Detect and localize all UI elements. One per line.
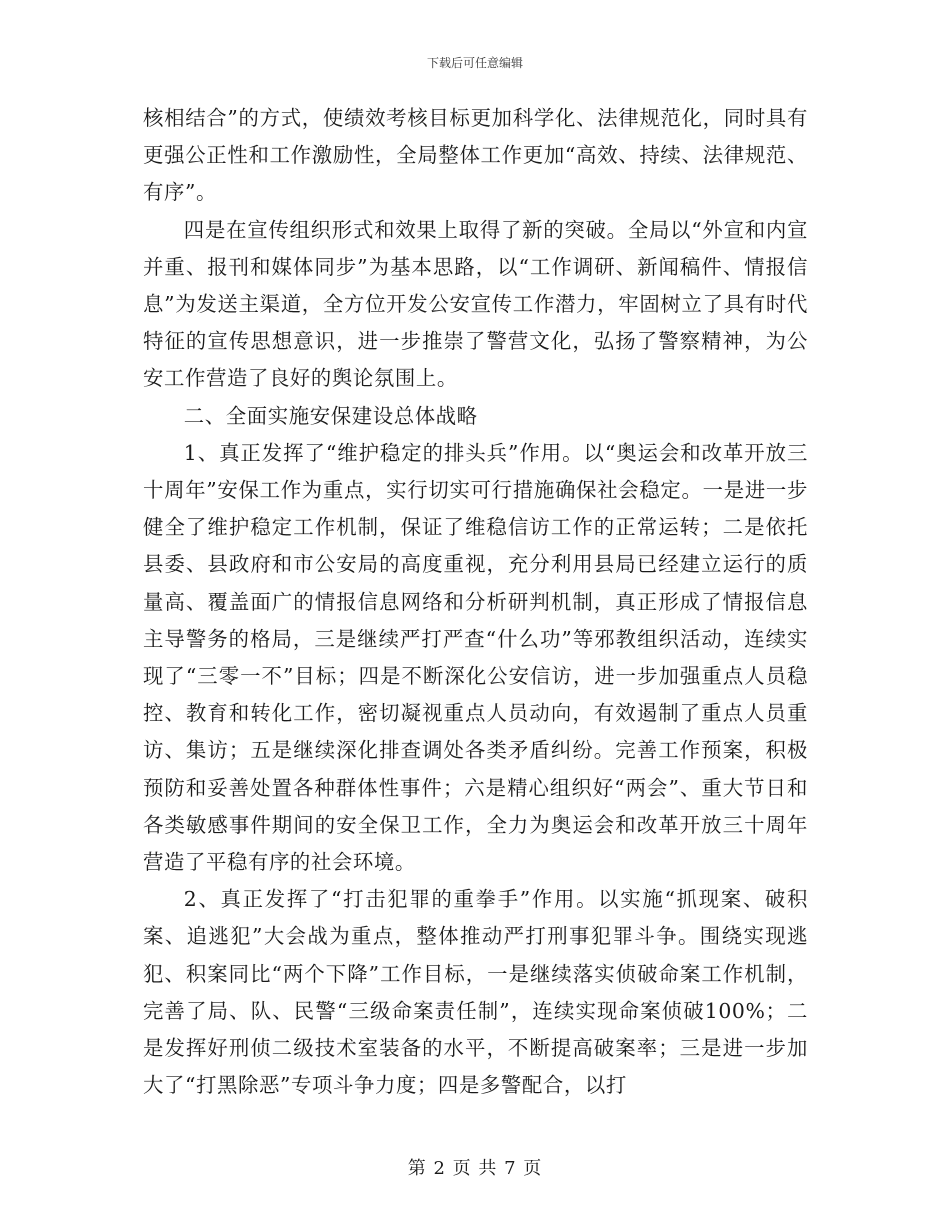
paragraph-4: 2、真正发挥了“打击犯罪的重拳手”作用。以实施“抓现案、破积案、追逃犯”大会战为重点，整体推动严打刑事犯罪斗争。围绕实现逃犯、积案同比“两个下降”工作目标，一是继续落实侦破命案工作机制，完善了局、队、民警“三级命案责任制”，连续实现命案侦破100%；二是发挥好刑侦二级技术室装备的水平，不断提高破案率；三是进一步加大了“打黑除恶”专项斗争力度；四是多警配合，以打 [143,887,808,1098]
paragraph-1: 核相结合”的方式，使绩效考核目标更加科学化、法律规范化，同时具有更强公正性和工作激励性，全局整体工作更加“高效、持续、法律规范、有序”。 [143,106,808,205]
page-header-note: 下载后可任意编辑 [426,56,523,70]
paragraph-2: 四是在宣传组织形式和效果上取得了新的突破。全局以“外宣和内宣并重、报刊和媒体同步”为基本思路，以“工作调研、新闻稿件、情报信息”为发送主渠道，全方位开发公安宣传工作潜力，牢固树立了具有时代特征的宣传思想意识，进一步推崇了警营文化，弘扬了警察精神，为公安工作营造了良好的舆论氛围上。 [143,217,808,391]
paragraph-3: 1、真正发挥了“维护稳定的排头兵”作用。以“奥运会和改革开放三十周年”安保工作为重点，实行切实可行措施确保社会稳定。一是进一步健全了维护稳定工作机制，保证了维稳信访工作的正常运转；二是依托县委、县政府和市公安局的高度重视，充分利用县局已经建立运行的质量高、覆盖面广的情报信息网络和分析研判机制，真正形成了情报信息主导警务的格局，三是继续严打严查“什么功”等邪教组织活动，连续实现了“三零一不”目标；四是不断深化公安信访，进一步加强重点人员稳控、教育和转化工作，密切凝视重点人员动向，有效遏制了重点人员重访、集访；五是继续深化排查调处各类矛盾纠纷。完善工作预案，积极预防和妥善处置各种群体性事件；六是精心组织好“两会”、重大节日和各类敏感事件期间的安全保卫工作，全力为奥运会和改革开放三十周年营造了平稳有序的社会环境。 [143,440,808,875]
page-number: 第 2 页 共 7 页 [407,1158,543,1179]
section-heading: 二、全面实施安保建设总体战略 [183,403,478,428]
document-body [143,100,808,1104]
